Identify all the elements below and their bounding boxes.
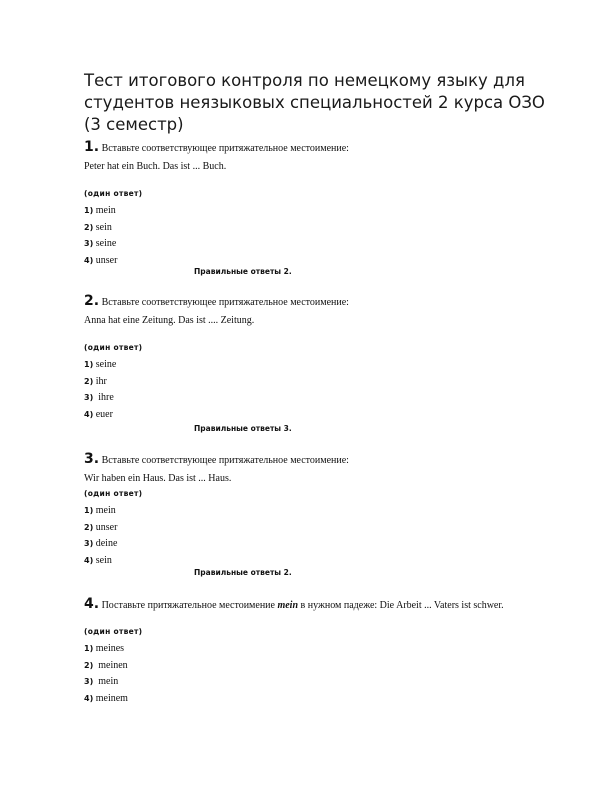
question-3-sentence: Wir haben ein Haus. Das ist ... Haus. [84, 473, 232, 484]
option-item[interactable] [84, 658, 572, 675]
question-1-number: 1. [84, 139, 100, 155]
option-number: 4) [84, 255, 94, 265]
option-number: 3) [84, 239, 94, 248]
option-text: deine [93, 538, 118, 549]
option-text: meines [93, 643, 125, 654]
option-number: 2) [84, 522, 94, 532]
question-2-sentence: Anna hat eine Zeitung. Das ist .... Zeitung. [84, 315, 255, 326]
option-text: euer [93, 408, 113, 420]
option-text: sein [93, 554, 112, 566]
option-item[interactable] [84, 674, 572, 691]
option-item[interactable] [84, 220, 572, 237]
option-number: 2) [84, 660, 94, 670]
option-item[interactable] [84, 203, 572, 220]
question-2-number: 2. [84, 293, 100, 309]
option-text: mein [93, 676, 119, 687]
option-text: meinem [93, 692, 128, 704]
option-number: 1) [84, 360, 94, 369]
question-2-answer: Правильные ответы 3. [194, 424, 292, 433]
option-number: 3) [84, 539, 94, 548]
option-item[interactable] [84, 520, 572, 537]
option-text: ihr [93, 375, 107, 387]
option-text: unser [93, 254, 118, 266]
question-4 [84, 596, 572, 707]
option-text: seine [93, 359, 117, 370]
option-item[interactable] [84, 374, 572, 391]
option-number: 1) [84, 644, 94, 653]
option-item[interactable] [84, 357, 572, 374]
question-1-options [84, 203, 572, 269]
question-3-heading [84, 452, 572, 468]
page-title: Тест итогового контроля по немецкому языку для студентов неязыковых специальностей 2 курса ОЗО (3 семестр) [84, 71, 545, 134]
option-item[interactable] [84, 553, 572, 570]
option-number: 1) [84, 206, 94, 215]
option-number: 1) [84, 506, 94, 515]
option-item[interactable] [84, 236, 572, 253]
option-number: 2) [84, 376, 94, 386]
question-1 [84, 140, 572, 269]
option-text: sein [93, 221, 112, 233]
question-2-instruction: Вставьте соответствующее притяжательное местоимение: [101, 297, 349, 308]
question-3-number: 3. [84, 451, 100, 467]
question-2 [84, 294, 572, 423]
option-item[interactable] [84, 641, 572, 658]
question-4-hint: (один ответ) [84, 627, 143, 636]
option-item[interactable] [84, 536, 572, 553]
question-4-heading [84, 596, 572, 614]
option-item[interactable] [84, 253, 572, 270]
question-3-options [84, 503, 572, 569]
option-item[interactable] [84, 407, 572, 424]
question-2-hint: (один ответ) [84, 343, 143, 352]
option-item[interactable] [84, 691, 572, 708]
question-1-instruction: Вставьте соответствующее притяжательное местоимение: [101, 143, 349, 154]
question-3-hint: (один ответ) [84, 489, 143, 498]
question-3 [84, 452, 572, 569]
option-number: 4) [84, 555, 94, 565]
question-4-keyword: mein [277, 600, 299, 611]
question-3-answer: Правильные ответы 2. [194, 568, 292, 577]
question-4-instruction-before: Поставьте притяжательное местоимение [101, 600, 275, 611]
option-item[interactable] [84, 503, 572, 520]
option-text: mein [93, 505, 116, 516]
option-text: seine [93, 238, 117, 249]
question-4-number: 4. [84, 596, 100, 612]
question-1-sentence: Peter hat ein Buch. Das ist ... Buch. [84, 161, 227, 172]
option-text: meinen [93, 659, 128, 671]
question-1-hint: (один ответ) [84, 189, 143, 198]
question-1-answer: Правильные ответы 2. [194, 267, 292, 276]
option-number: 4) [84, 409, 94, 419]
question-4-options [84, 641, 572, 707]
question-2-heading [84, 294, 572, 310]
option-text: mein [93, 205, 116, 216]
option-number: 3) [84, 393, 94, 402]
question-1-heading [84, 140, 572, 156]
option-text: ihre [93, 392, 114, 403]
option-item[interactable] [84, 390, 572, 407]
option-number: 2) [84, 222, 94, 232]
question-4-instruction-after: в нужном падеже: Die Arbeit ... Vaters ist schwer. [300, 600, 504, 611]
question-3-instruction: Вставьте соответствующее притяжательное местоимение: [101, 455, 349, 466]
option-text: unser [93, 521, 118, 533]
question-2-options [84, 357, 572, 423]
option-number: 4) [84, 693, 94, 703]
option-number: 3) [84, 677, 94, 686]
